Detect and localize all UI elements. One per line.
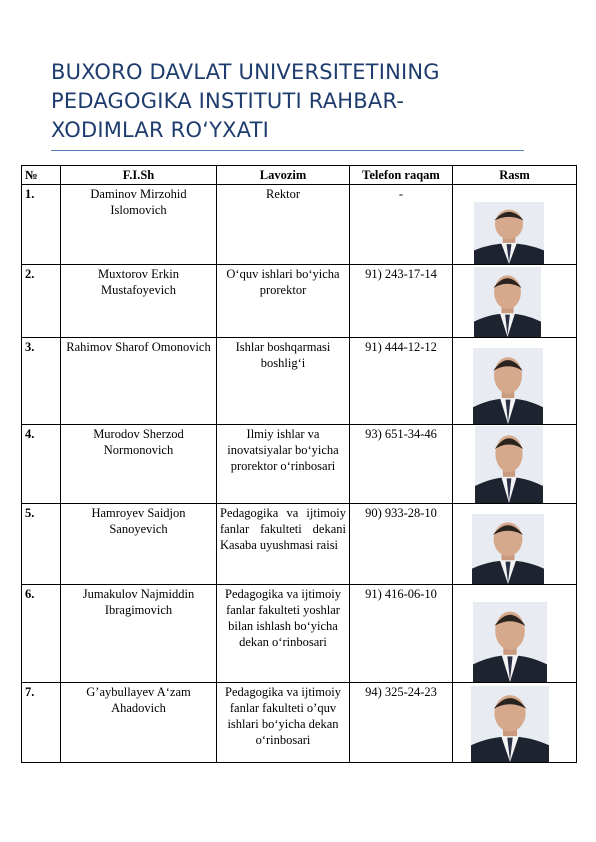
row-phone: 91) 243-17-14 (350, 265, 453, 338)
row-phone: 90) 933-28-10 (350, 504, 453, 585)
header-phone: Telefon raqam (350, 166, 453, 185)
row-number: 4. (22, 425, 61, 504)
table-row (22, 265, 577, 338)
row-number: 2. (22, 265, 61, 338)
portrait-photo (475, 426, 543, 503)
portrait-photo (472, 514, 544, 584)
row-position: Pedagogika va ijtimoiy fanlar fakulteti o’quv ishlari bo‘yicha dekan o‘rinbosari (217, 683, 350, 763)
row-photo-cell (453, 265, 577, 338)
row-position: Ilmiy ishlar va inovatsiyalar bo‘yicha prorektor o‘rinbosari (217, 425, 350, 504)
header-photo: Rasm (453, 166, 577, 185)
title-line-1: BUXORO DAVLAT UNIVERSITETINING (51, 60, 440, 84)
row-position: Pedagogika va ijtimoiy fanlar fakulteti yoshlar bilan ishlash bo‘yicha dekan o‘rinbosari (217, 585, 350, 683)
row-photo-cell (453, 683, 577, 763)
table-row (22, 585, 577, 683)
row-position: Pedagogika va ijtimoiy fanlar fakulteti dekani Kasaba uyushmasi raisi (217, 504, 350, 585)
table-row (22, 425, 577, 504)
table-row (22, 338, 577, 425)
table-row (22, 683, 577, 763)
portrait-figure (475, 426, 543, 503)
row-photo-cell (453, 338, 577, 425)
header-number: № (22, 166, 61, 185)
row-position: O‘quv ishlari bo‘yicha prorektor (217, 265, 350, 338)
portrait-figure (473, 348, 543, 424)
portrait-figure (474, 202, 544, 264)
portrait-figure (472, 514, 544, 584)
table-row (22, 185, 577, 265)
table-row (22, 504, 577, 585)
page-title (51, 58, 531, 145)
staff-table (21, 165, 577, 763)
row-photo-cell (453, 185, 577, 265)
portrait-photo (473, 602, 547, 682)
row-photo-cell (453, 425, 577, 504)
portrait-figure (473, 602, 547, 682)
row-name: Daminov Mirzohid Islomovich (61, 185, 217, 265)
table-header-row (22, 166, 577, 185)
row-position: Ishlar boshqarmasi boshlig‘i (217, 338, 350, 425)
portrait-photo (474, 202, 544, 264)
row-number: 5. (22, 504, 61, 585)
row-phone: 93) 651-34-46 (350, 425, 453, 504)
row-position: Rektor (217, 185, 350, 265)
title-underline (51, 150, 524, 151)
row-number: 7. (22, 683, 61, 763)
row-phone: 94) 325-24-23 (350, 683, 453, 763)
row-photo-cell (453, 504, 577, 585)
row-phone: 91) 416-06-10 (350, 585, 453, 683)
title-line-3: XODIMLAR RO‘YXATI (51, 118, 270, 142)
row-phone: - (350, 185, 453, 265)
row-phone: 91) 444-12-12 (350, 338, 453, 425)
portrait-photo (471, 686, 549, 762)
row-name: Jumakulov Najmiddin Ibragimovich (61, 585, 217, 683)
header-full-name: F.I.Sh (61, 166, 217, 185)
row-name: Muxtorov Erkin Mustafoyevich (61, 265, 217, 338)
portrait-photo (473, 348, 543, 424)
row-name: Rahimov Sharof Omonovich (61, 338, 217, 425)
portrait-figure (474, 267, 541, 337)
row-name: G’aybullayev A‘zam Ahadovich (61, 683, 217, 763)
row-number: 6. (22, 585, 61, 683)
row-name: Hamroyev Saidjon Sanoyevich (61, 504, 217, 585)
row-name: Murodov Sherzod Normonovich (61, 425, 217, 504)
row-number: 3. (22, 338, 61, 425)
portrait-figure (471, 686, 549, 762)
row-photo-cell (453, 585, 577, 683)
row-number: 1. (22, 185, 61, 265)
header-position: Lavozim (217, 166, 350, 185)
portrait-photo (474, 267, 541, 337)
title-line-2: PEDAGOGIKA INSTITUTI RAHBAR- (51, 89, 405, 113)
